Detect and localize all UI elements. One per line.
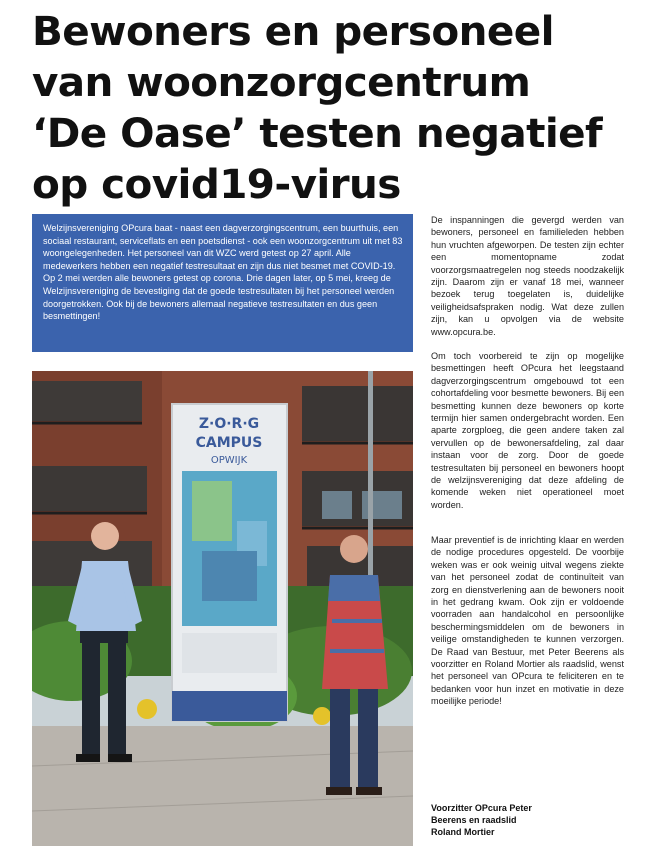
body-paragraph: Om toch voorbereid te zijn op mogelijke besmettingen heeft OPcura het leegstaand dagverzorgingscentrum omgebouwd tot een cohortafdeling voor besmette bewoners. Bij een besmetting kunnen deze bewoners op korte termijn hier samen ondergebracht worden. Een aparte zorgploeg, die geen andere taken zal vervullen op de bewonersafdeling, zal daar instaan voor de zorg. Door de goede testresultaten bij personeel en bewoners hoopt de welzijnsvereniging dat deze afdeling de komende weken niet operationeel moet worden. [431, 351, 624, 510]
headline-line: op covid19-virus [32, 160, 401, 208]
sign-text: CAMPUS [195, 435, 263, 451]
sign-text: OPWIJK [210, 455, 248, 466]
intro-box [32, 214, 413, 352]
body-paragraph: De inspanningen die gevergd werden van bewoners, personeel en familieleden hebben hun vruchten afgeworpen. De testen zijn echter een momentopname zodat voorzorgsmaatregelen nog steeds noodzakelijk zijn. Daarom zijn er vanaf 18 mei, wanneer bezoek terug toegelaten is, duidelijke veiligheidsafspraken nodig. Wat deze zullen zijn, kan u opvolgen via de website www.opcura.be. [431, 215, 624, 337]
headline-line: Bewoners en personeel [32, 7, 554, 55]
intro-text: Welzijnsvereniging OPcura baat - naast een dagverzorgingscentrum, een buurthuis, een sociaal restaurant, serviceflats en een poetsdienst - ook een woonzorgcentrum uit met 83 woongelegenheden. Het personeel van dit WZC werd getest op 27 april. Alle medewerkers hebben een negatief testresultaat en zijn dus niet besmet met COVID-19. Op 2 mei werden alle bewoners getest op corona. Drie dagen later, op 5 mei, kreeg de Welzijnsvereniging de bevestiging dat de goede testresultaten bij het personeel werden doorgetrokken. Ook bij de bewoners allemaal negatieve testresultaten en dus geen besmettingen! [43, 223, 403, 322]
article-headline [32, 6, 632, 210]
caption-line: Beerens en raadslid [431, 815, 517, 825]
caption-line: Roland Mortier [431, 827, 495, 837]
headline-line: van woonzorgcentrum [32, 58, 531, 106]
body-paragraph: Maar preventief is de inrichting klaar en werden de nodige procedures opgesteld. De voorbije weken was er ook weinig uitval wegens ziekte van het personeel zodat de continuïteit van zorg en dienstverlening aan de bewoners nooit in het gedrang kwam. Ook zijn er voldoende voorraden aan handalcohol en persoonlijke beschermingsmiddelen om de bewoners in veilige omstandigheden te kunnen verzorgen. De Raad van Bestuur, met Peter Beerens als voorzitter en Roland Mortier als raadslid, wenst het personeel van OPcura te feliciteren en te bedanken voor hun inzet en motivatie in deze moeilijke periode! [431, 535, 624, 707]
sign-text: Z·O·R·G [198, 416, 260, 432]
article-photo [32, 371, 413, 846]
headline-line: ‘De Oase’ testen negatief [32, 109, 603, 157]
caption-line: Voorzitter OPcura Peter [431, 803, 532, 813]
photo-caption [431, 802, 624, 838]
